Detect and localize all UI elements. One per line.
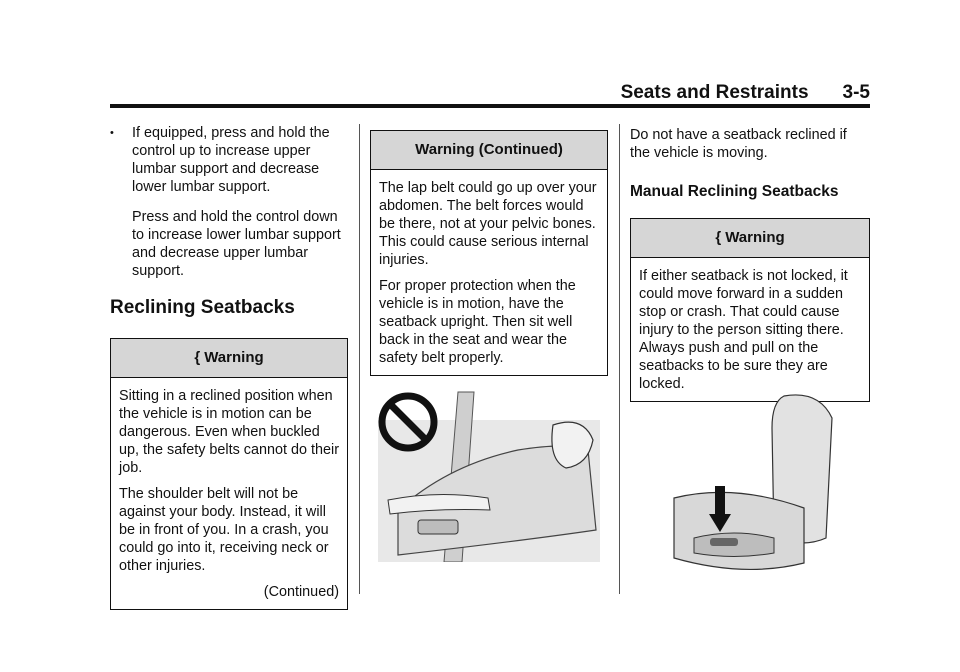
warning-body bbox=[111, 378, 347, 609]
warning-header bbox=[111, 339, 347, 378]
warning-body bbox=[371, 170, 607, 375]
warning-paragraph: The shoulder belt will not be against your body. Instead, it will be in front of you. In a crash, you could go into it, receiving neck or other injuries. bbox=[119, 486, 329, 574]
warning-icon: { bbox=[715, 229, 722, 246]
column-divider bbox=[619, 124, 620, 594]
warning-paragraph: The lap belt could go up over your abdomen. The belt forces would be there, not at your pelvic bones. This could cause serious internal injuries. bbox=[379, 180, 597, 268]
page-header bbox=[110, 82, 870, 104]
warning-box-continued bbox=[370, 130, 608, 376]
reclined-passenger-illustration bbox=[378, 380, 600, 562]
warning-title: Warning bbox=[204, 349, 264, 366]
header-title: Seats and Restraints bbox=[620, 82, 809, 103]
header-rule bbox=[110, 104, 870, 108]
warning-title: Warning bbox=[725, 229, 785, 246]
column-right bbox=[630, 124, 870, 402]
bullet-text: If equipped, press and hold the control up to increase upper lumbar support and decrease lower lumbar support. bbox=[132, 125, 330, 195]
warning-box bbox=[630, 218, 870, 402]
bullet-item bbox=[110, 124, 348, 196]
page-number: 3-5 bbox=[842, 82, 870, 103]
warning-header bbox=[371, 131, 607, 170]
bullet-icon: • bbox=[110, 127, 114, 139]
warning-paragraph: Sitting in a reclined position when the vehicle is in motion can be dangerous. Even when buckled up, the safety belts cannot do their job. bbox=[119, 388, 339, 476]
seat-lever-illustration bbox=[654, 388, 864, 580]
intro-paragraph: Do not have a seatback reclined if the vehicle is moving. bbox=[630, 127, 847, 161]
column-left bbox=[110, 124, 348, 610]
column-middle bbox=[370, 124, 608, 376]
subheading: Manual Reclining Seatbacks bbox=[630, 183, 839, 200]
section-title: Reclining Seatbacks bbox=[110, 297, 295, 318]
warning-body bbox=[631, 258, 869, 401]
warning-title: Warning (Continued) bbox=[415, 141, 563, 158]
warning-paragraph: For proper protection when the vehicle is in motion, have the seatback upright. Then sit well back in the seat and wear the safety belt properly. bbox=[379, 278, 576, 366]
warning-header bbox=[631, 219, 869, 258]
warning-icon: { bbox=[194, 349, 201, 366]
warning-box bbox=[110, 338, 348, 610]
continued-label: (Continued) bbox=[263, 584, 339, 600]
warning-paragraph: If either seatback is not locked, it could move forward in a sudden stop or crash. That could cause injury to the person sitting there. Always push and pull on the seatbacks to be sure they are locked. bbox=[639, 268, 848, 392]
column-divider bbox=[359, 124, 360, 594]
indented-paragraph: Press and hold the control down to increase lower lumbar support and decrease upper lumbar support. bbox=[132, 209, 341, 279]
